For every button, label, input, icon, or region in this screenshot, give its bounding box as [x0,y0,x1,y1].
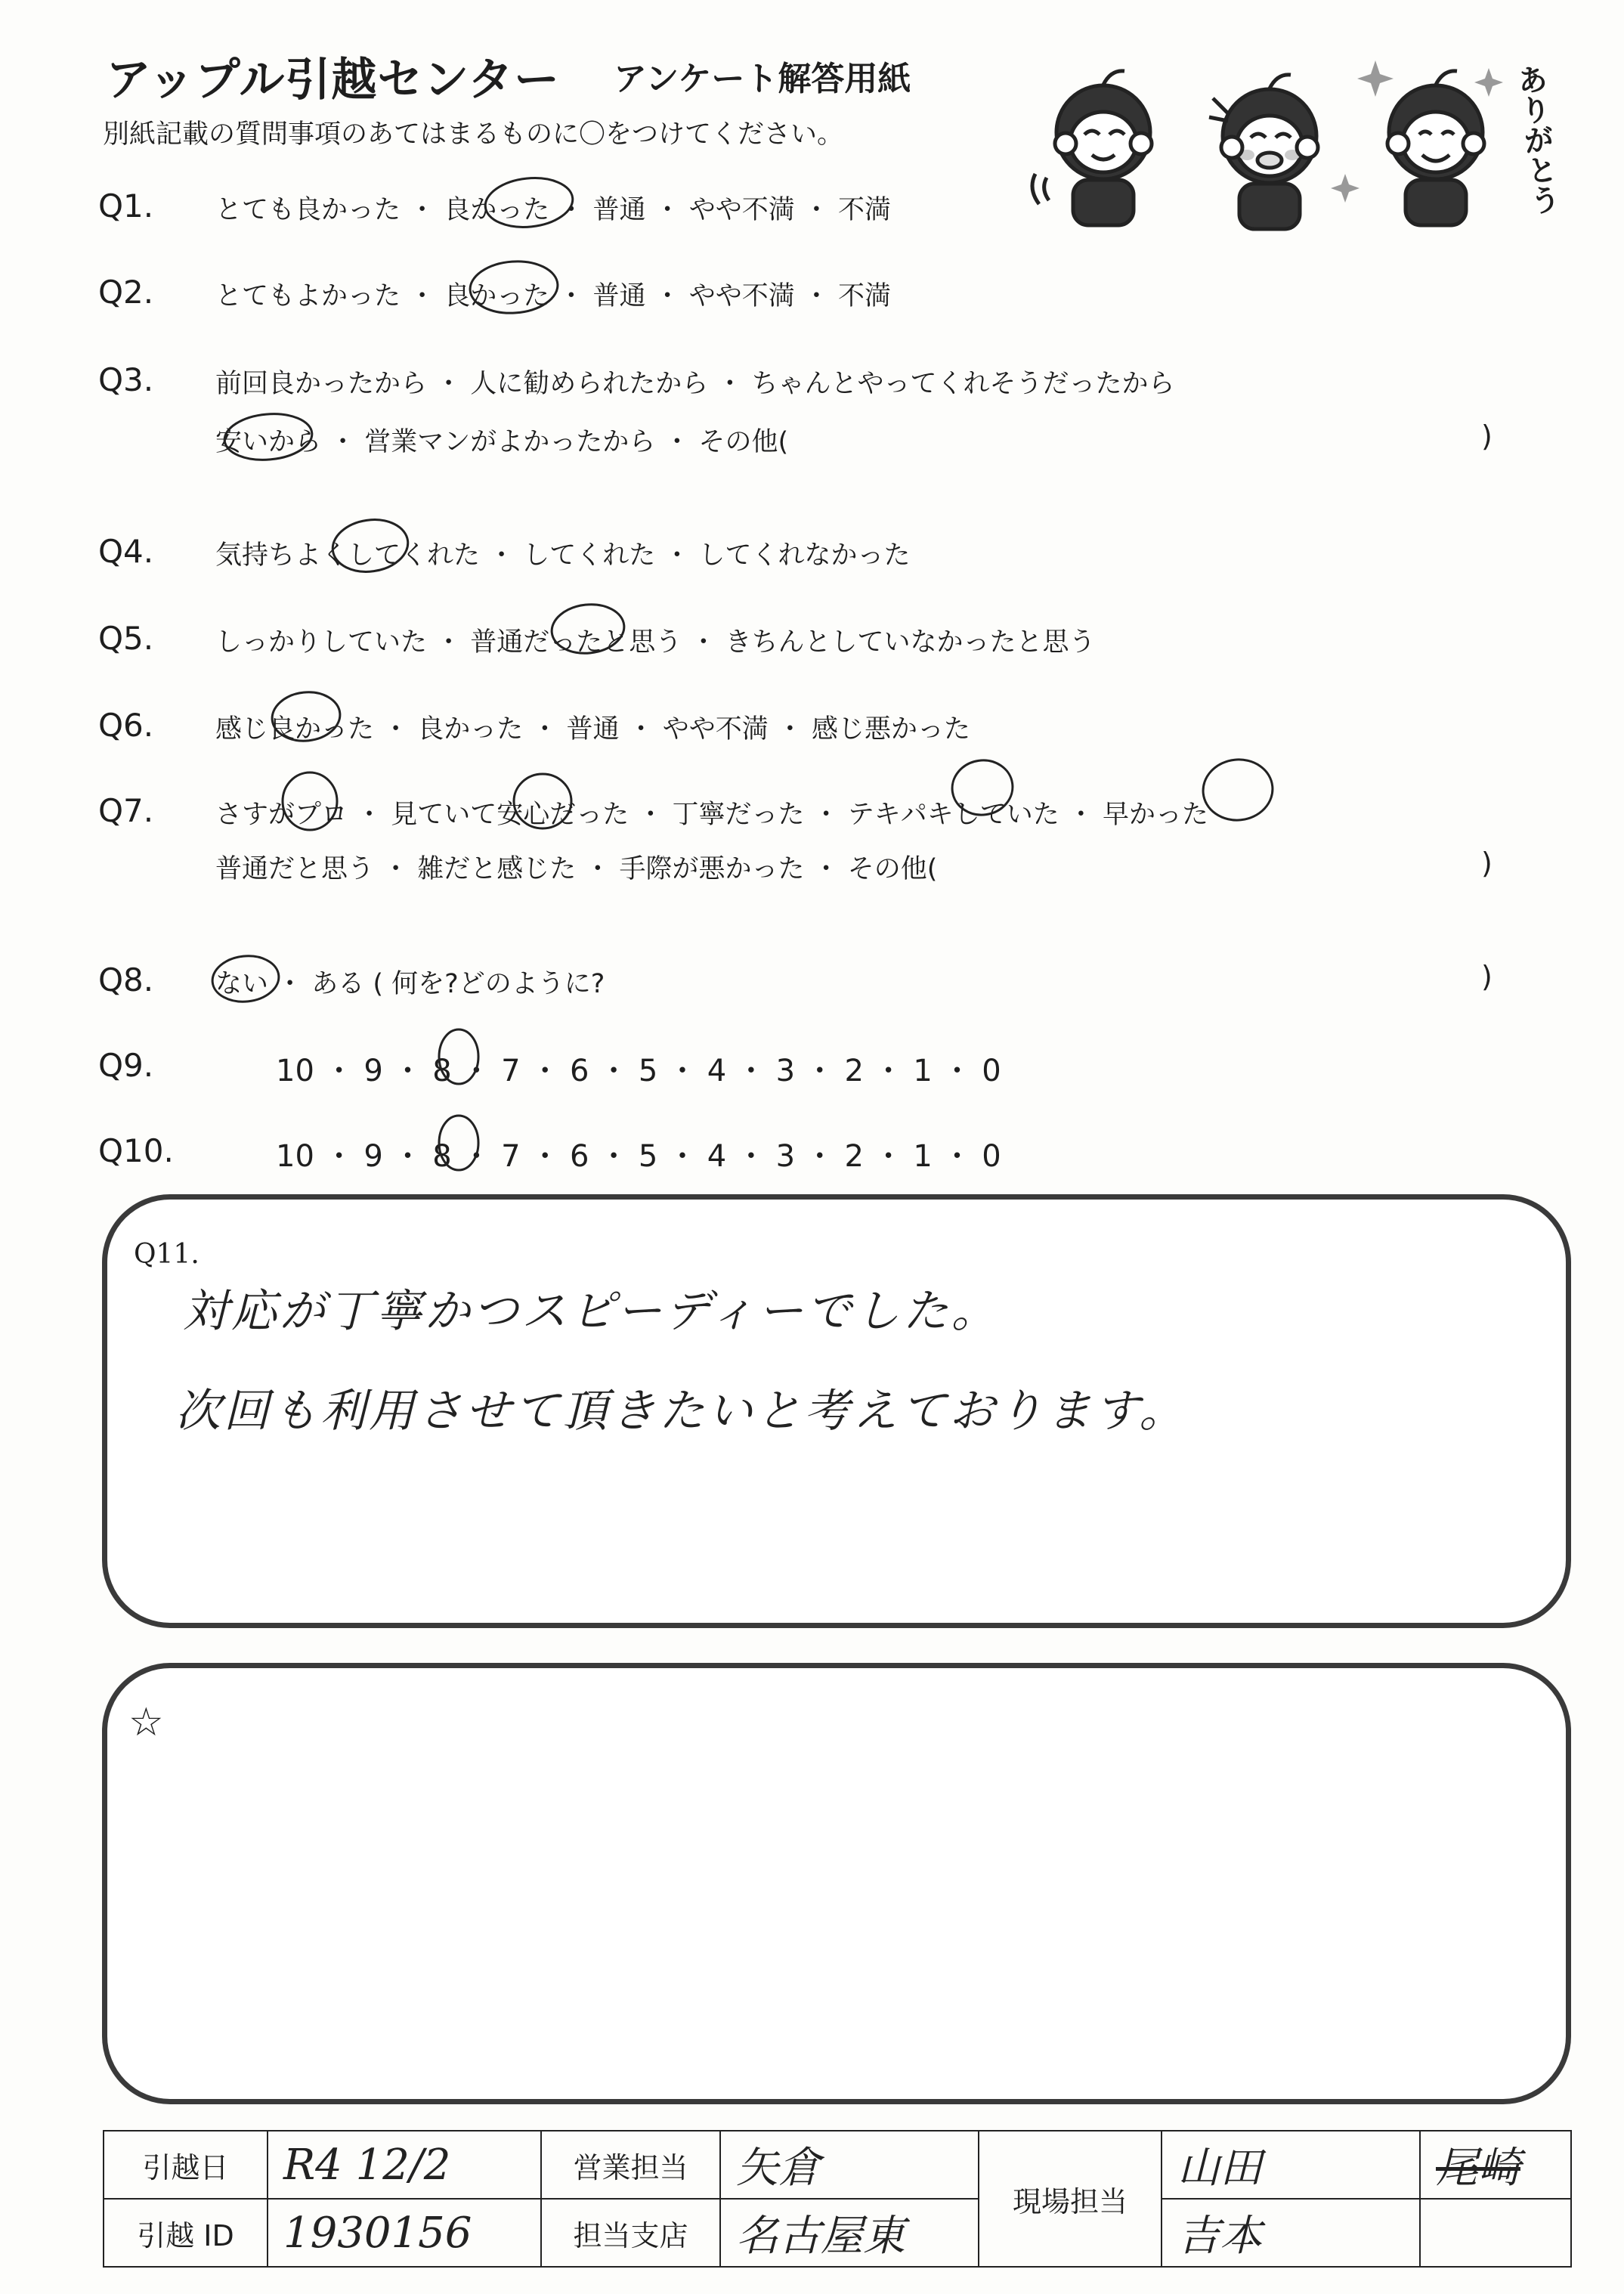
question-options[interactable]: とても良かった ・ 良かった ・ 普通 ・ やや不満 ・ 不満 [215,195,892,225]
circle-q7d [1200,756,1276,823]
question-options[interactable]: しっかりしていた ・ 普通だったと思う ・ きちんとしていなかったと思う [215,627,1096,658]
rating-scale[interactable]: 10 ・ 9 ・ 8 ・ 7 ・ 6 ・ 5 ・ 4 ・ 3 ・ 2 ・ 1 ・ 0 [276,1139,1001,1174]
thanks-text: ありがとう [1511,62,1562,217]
site-staff-2: 吉本 [1162,2199,1420,2267]
question-number: Q1. [98,187,154,224]
question-number: Q5. [98,620,154,657]
question-number: Q6. [98,707,154,744]
form-title: アップル引越センター [106,54,560,107]
handwritten-comment-line-1: 対応が丁寧かつスピーディーでした。 [183,1285,1000,1338]
q11-comment-box[interactable] [102,1194,1571,1628]
empty-cell [1420,2199,1571,2267]
question-options[interactable]: さすがプロ ・ 見ていて安心だった ・ 丁寧だった ・ テキパキしていた ・ 早かった [215,800,1209,830]
form-subtitle: アンケート解答用紙 [614,60,911,98]
branch-label: 担当支店 [541,2199,720,2267]
mascot-illustration [1020,45,1534,249]
site-staff-3: 尾崎 [1420,2131,1571,2199]
question-options[interactable]: 気持ちよくしてくれた ・ してくれた ・ してくれなかった [215,540,911,571]
question-options[interactable]: 安いから ・ 営業マンがよかったから ・ その他( [215,427,789,457]
closing-paren: ) [1481,847,1493,880]
question-options[interactable]: 感じ良かった ・ 良かった ・ 普通 ・ やや不満 ・ 感じ悪かった [215,714,971,745]
star-icon: ☆ [128,1700,164,1745]
star-comment-box[interactable] [102,1663,1571,2104]
handwritten-comment-line-2: 次回も利用させて頂きたいと考えております。 [175,1385,1188,1438]
branch-value: 名古屋東 [720,2199,979,2267]
question-options[interactable]: とてもよかった ・ 良かった ・ 普通 ・ やや不満 ・ 不満 [215,281,892,311]
question-number: Q7. [98,792,154,829]
question-number: Q10. [98,1132,174,1169]
move-date-value: R4 12/2 [268,2131,541,2199]
question-options[interactable]: ない ・ ある ( 何を?どのように? [215,969,605,999]
question-options[interactable]: 前回良かったから ・ 人に勧められたから ・ ちゃんとやってくれそうだったから [215,369,1175,399]
sales-staff-label: 営業担当 [541,2131,720,2199]
move-id-label: 引越 ID [104,2199,268,2267]
move-date-label: 引越日 [104,2131,268,2199]
question-number: Q9. [98,1047,154,1084]
site-staff-1: 山田 [1162,2131,1420,2199]
question-number: Q8. [98,961,154,998]
sales-staff-value: 矢倉 [720,2131,979,2199]
closing-paren: ) [1481,960,1493,993]
question-options[interactable]: 普通だと思う ・ 雑だと感じた ・ 手際が悪かった ・ その他( [215,854,938,884]
site-staff-label: 現場担当 [979,2131,1162,2267]
q11-label: Q11. [134,1239,200,1270]
question-number: Q2. [98,274,154,311]
rating-scale[interactable]: 10 ・ 9 ・ 8 ・ 7 ・ 6 ・ 5 ・ 4 ・ 3 ・ 2 ・ 1 ・ 0 [276,1054,1001,1088]
question-number: Q4. [98,533,154,570]
move-id-value: 1930156 [268,2199,541,2267]
closing-paren: ) [1481,419,1493,453]
instruction-text: 別紙記載の質問事項のあてはまるものに〇をつけてください。 [103,119,844,150]
move-info-table [103,2130,1572,2268]
question-number: Q3. [98,361,154,398]
